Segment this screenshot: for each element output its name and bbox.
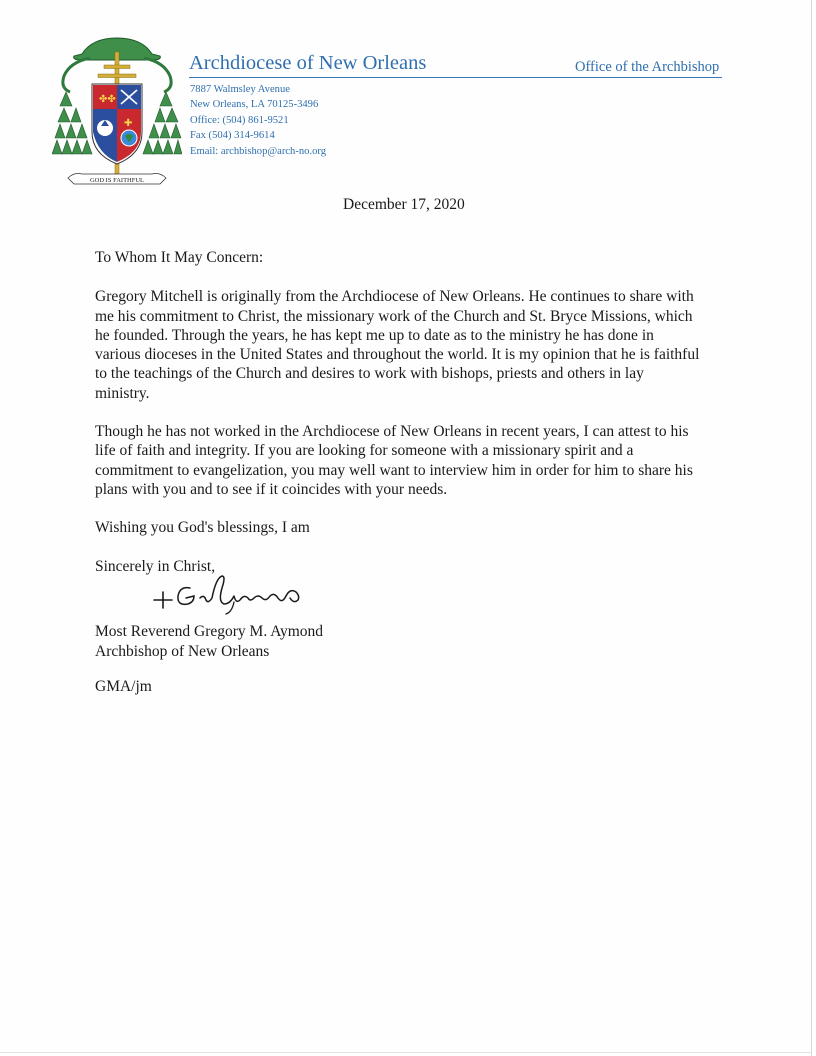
handwritten-signature [150, 568, 320, 616]
reference-initials: GMA/jm [95, 678, 152, 695]
paragraph-line: to the teachings of the Church and desires to work with bishops, priests and others in lay [95, 365, 644, 383]
paragraph-line: Gregory Mitchell is originally from the Archdiocese of New Orleans. He continues to share with [95, 288, 694, 306]
letter-date: December 17, 2020 [343, 196, 465, 213]
coat-of-arms-logo [52, 32, 182, 194]
blessing-line: Wishing you God's blessings, I am [95, 519, 310, 537]
paragraph-line: various dioceses in the United States and throughout the world. It is my opinion that he is faithful [95, 346, 700, 364]
paragraph-1 [95, 287, 725, 403]
paragraph-line: me his commitment to Christ, the missionary work of the Church and St. Bryce Missions, which [95, 307, 693, 325]
address-city: New Orleans, LA 70125-3496 [190, 99, 319, 111]
paragraph-line: ministry. [95, 384, 150, 402]
paragraph-line: he founded. Through the years, he has kept me up to date as to the ministry he has done in [95, 326, 654, 344]
letter-body [95, 248, 725, 576]
address-phone: Office: (504) 861-9521 [190, 114, 289, 126]
paragraph-line: commitment to evangelization, you may well want to interview him in order for him to share his [95, 461, 693, 479]
svg-text:✚: ✚ [124, 118, 133, 129]
page-edge-bottom [0, 1052, 812, 1053]
office-name: Office of the Archbishop [575, 59, 720, 75]
letterhead-rule [189, 77, 722, 78]
paragraph-line: Though he has not worked in the Archdiocese of New Orleans in recent years, I can attest to his [95, 423, 689, 441]
address-block [190, 82, 326, 159]
closing-line: Sincerely in Christ, [95, 557, 216, 575]
signer-title: Archbishop of New Orleans [95, 642, 270, 660]
signature-block [95, 622, 323, 661]
signer-name: Most Reverend Gregory M. Aymond [95, 623, 324, 640]
salutation: To Whom It May Concern: [95, 249, 264, 266]
paragraph-2 [95, 422, 725, 499]
svg-text:✤✤: ✤✤ [99, 94, 116, 105]
page-edge-right [811, 0, 812, 1056]
address-street: 7887 Walmsley Avenue [190, 84, 290, 95]
paragraph-line: plans with you and to see if it coincides with your needs. [95, 480, 448, 498]
organization-name: Archdiocese of New Orleans [189, 52, 427, 74]
address-email: Email: archbishop@arch-no.org [190, 145, 327, 157]
motto-text: GOD IS FAITHFUL [89, 177, 145, 184]
paragraph-line: life of faith and integrity. If you are looking for someone with a missionary spirit and a [95, 442, 634, 460]
address-fax: Fax (504) 314-9614 [190, 130, 275, 142]
